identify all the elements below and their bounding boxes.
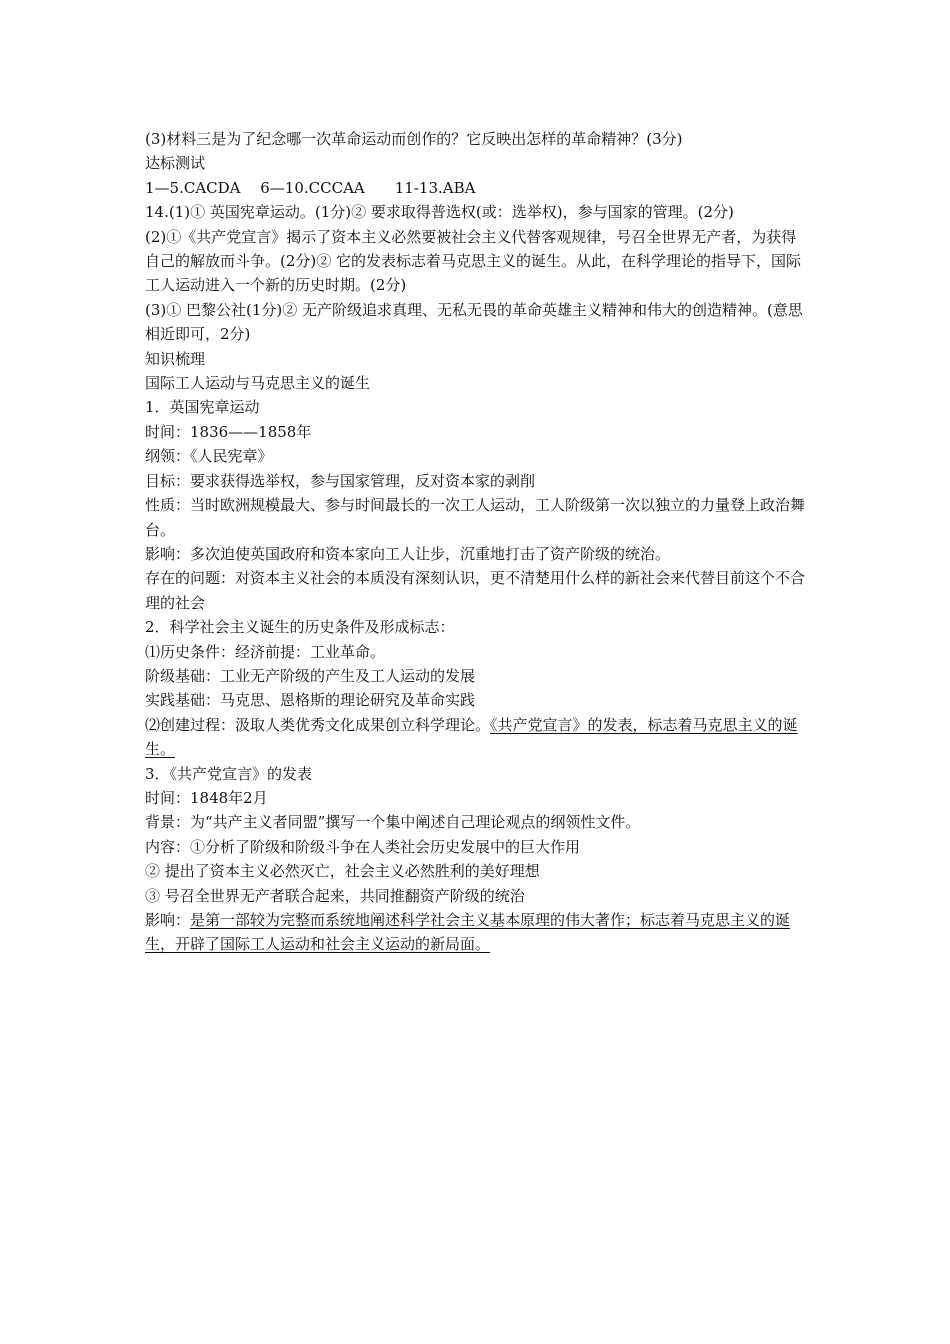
s2-process-text: ⑵创建过程：汲取人类优秀文化成果创立科学理论。 [145, 715, 491, 734]
s2-heading: 2．科学社会主义诞生的历史条件及形成标志： [145, 618, 455, 637]
s1-problem: 存在的问题：对资本主义社会的本质没有深刻认识，更不清楚用什么样的新社会来代替目前这个不合理的社会 [145, 569, 806, 612]
s1-time: 时间：1836——1858年 [145, 422, 312, 441]
s3-content-1: 内容：①分析了阶级和阶级斗争在人类社会历史发展中的巨大作用 [145, 837, 581, 856]
s1-nature: 性质：当时欧洲规模最大、参与时间最长的一次工人运动，工人阶级第一次以独立的力量登上政治舞台。 [145, 496, 806, 539]
s2-process-underlined: 《共产党宣言》的发表，标志着马克思主义的诞生。 [145, 715, 798, 759]
s3-content-3: ③ 号召全世界无产者联合起来，共同推翻资产阶级的统治 [145, 886, 525, 905]
answer-14-3: (3)① 巴黎公社(1分)② 无产阶级追求真理、无私无畏的革命英雄主义精神和伟大的创造精神。(意思相近即可，2分) [145, 300, 803, 344]
s1-heading: 1．英国宪章运动 [145, 398, 260, 417]
s2-conditions: ⑴历史条件：经济前提：工业革命。 [145, 642, 386, 661]
document-page [145, 127, 810, 957]
s1-goal: 目标：要求获得选举权，参与国家管理，反对资本家的剥削 [145, 471, 536, 490]
topic-title: 国际工人运动与马克思主义的诞生 [145, 374, 371, 393]
s3-influence [145, 908, 810, 957]
s2-class-basis: 阶级基础：工业无产阶级的产生及工人运动的发展 [145, 666, 476, 685]
answer-14-1: 14.(1)① 英国宪章运动。(1分)② 要求取得普选权(或：选举权)，参与国家的管理。(2分) [145, 203, 734, 222]
s3-time: 时间：1848年2月 [145, 788, 268, 807]
s3-influence-label: 影响： [145, 911, 191, 929]
s3-background: 背景：为“共产主义者同盟”撰写一个集中阐述自己理论观点的纲领性文件。 [145, 813, 641, 832]
section-title-knowledge: 知识梳理 [145, 349, 206, 368]
s3-heading: 3．《共产党宣言》的发表 [145, 764, 313, 783]
section-title-test: 达标测试 [145, 154, 206, 173]
s3-influence-underlined: 是第一部较为完整而系统地阐述科学社会主义基本原理的伟大著作；标志着马克思主义的诞生，开辟了国际工人运动和社会主义运动的新局面。 [145, 911, 791, 954]
s1-program: 纲领：《人民宪章》 [145, 447, 273, 466]
question-3: (3)材料三是为了纪念哪一次革命运动而创作的？它反映出怎样的革命精神？(3分) [145, 130, 683, 148]
s2-practice-basis: 实践基础：马克思、恩格斯的理论研究及革命实践 [145, 691, 476, 710]
s2-process [145, 713, 810, 762]
s3-content-2: ② 提出了资本主义必然灭亡，社会主义必然胜利的美好理想 [145, 862, 540, 881]
answer-14-2: (2)①《共产党宣言》揭示了资本主义必然要被社会主义代替客观规律，号召全世界无产者，为获得自己的解放而斗争。(2分)② 它的发表标志着马克思主义的诞生。从此，在科学理论的指导下，国际工人运动进入一个新的历史时期。(2分) [145, 227, 802, 295]
s1-influence: 影响：多次迫使英国政府和资本家向工人让步，沉重地打击了资产阶级的统治。 [145, 544, 671, 563]
answers-row: 1—5.CACDA 6—10.CCCAA 11-13.ABA [145, 178, 476, 197]
